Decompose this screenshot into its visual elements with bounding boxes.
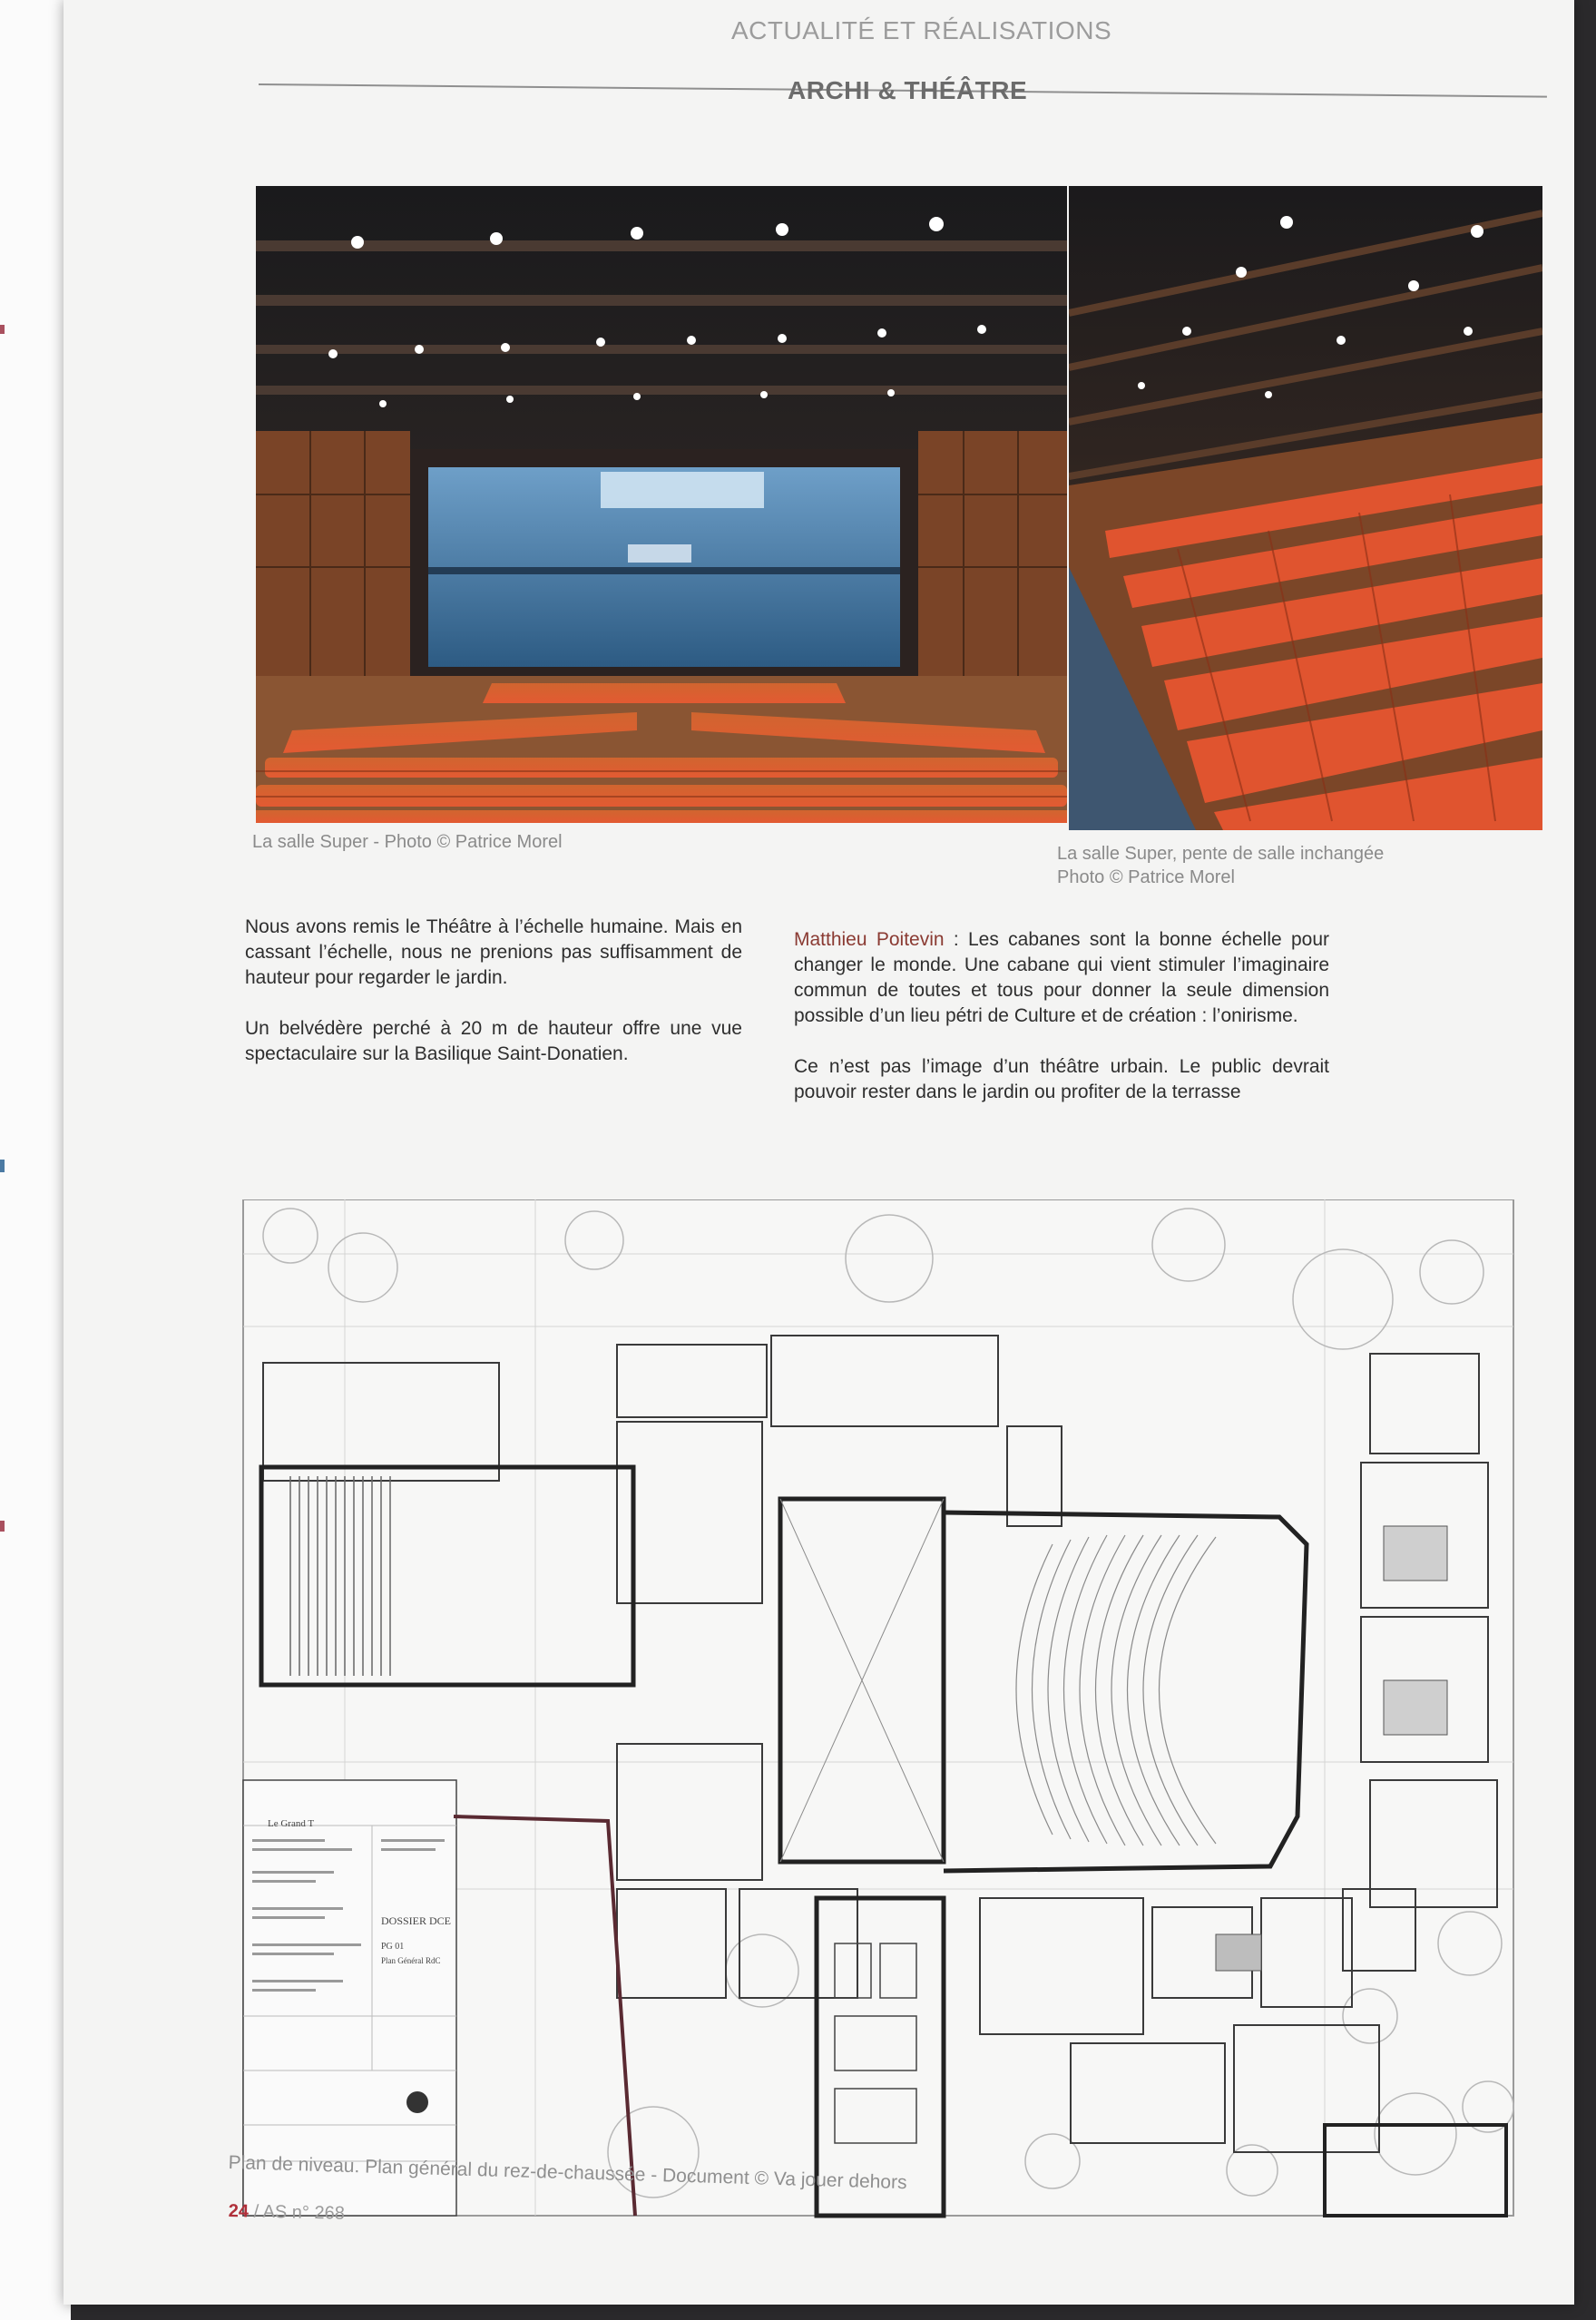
photo-caption-slope-line2: Photo © Patrice Morel bbox=[1057, 867, 1235, 887]
article-left-column bbox=[245, 915, 742, 1092]
cartouche-sheet: Plan Général RdC bbox=[381, 1956, 441, 1965]
article-paragraph: Ce n’est pas l’image d’un théâtre urbain. Le public devrait pouvoir rester dans le jardin ou profiter de la terrasse bbox=[794, 1056, 1329, 1102]
magazine-issue: / AS n° 268 bbox=[248, 2201, 346, 2224]
article-paragraph bbox=[794, 927, 1329, 1029]
subsection-title: ARCHI & THÉÂTRE bbox=[788, 76, 1028, 104]
speaker-name: Matthieu Poitevin bbox=[794, 929, 945, 950]
edge-marker bbox=[0, 1160, 5, 1172]
article-paragraph: Nous avons remis le Théâtre à l’échelle humaine. Mais en cassant l’échelle, nous ne prenions pas suffisamment de hauteur pour regarder le jardin. bbox=[245, 916, 742, 988]
cartouche-code: PG 01 bbox=[381, 1942, 405, 1952]
speaker-quote: : Les cabanes sont la bonne échelle pour changer le monde. Une cabane qui vient stimuler l’imaginaire commun de toutes et tous pour donner la seule dimension possible d’un lieu pétri de Culture et de création : l’onirisme. bbox=[794, 929, 1330, 1026]
photo-hall-slope bbox=[1069, 186, 1542, 830]
floor-plan bbox=[236, 1199, 1520, 2224]
article-right-column bbox=[794, 927, 1329, 1131]
article-paragraph: Un belvédère perché à 20 m de hauteur offre une vue spectaculaire sur la Basilique Saint-Donatien. bbox=[245, 1018, 742, 1064]
photo-caption-slope-line1: La salle Super, pente de salle inchangée bbox=[1057, 844, 1385, 864]
page-margin bbox=[0, 0, 71, 2320]
floor-plan-drawing bbox=[236, 1199, 1520, 2224]
section-title: ACTUALITÉ ET RÉALISATIONS bbox=[731, 16, 1112, 44]
cartouche-title: Le Grand T bbox=[268, 1818, 315, 1829]
page-number: 24 bbox=[228, 2201, 250, 2222]
auditorium-front-image bbox=[256, 186, 1067, 823]
photo-hall-front bbox=[256, 186, 1067, 823]
page-footer bbox=[229, 2201, 346, 2225]
edge-marker bbox=[0, 325, 5, 334]
auditorium-slope-image bbox=[1069, 186, 1542, 830]
edge-marker bbox=[0, 1521, 5, 1532]
plan-caption: Plan de niveau. Plan général du rez-de-chaussée - Document © Va jouer dehors bbox=[228, 2152, 907, 2194]
photo-caption-front: La salle Super - Photo © Patrice Morel bbox=[252, 832, 563, 852]
cartouche-stamp: DOSSIER DCE bbox=[381, 1914, 452, 1927]
